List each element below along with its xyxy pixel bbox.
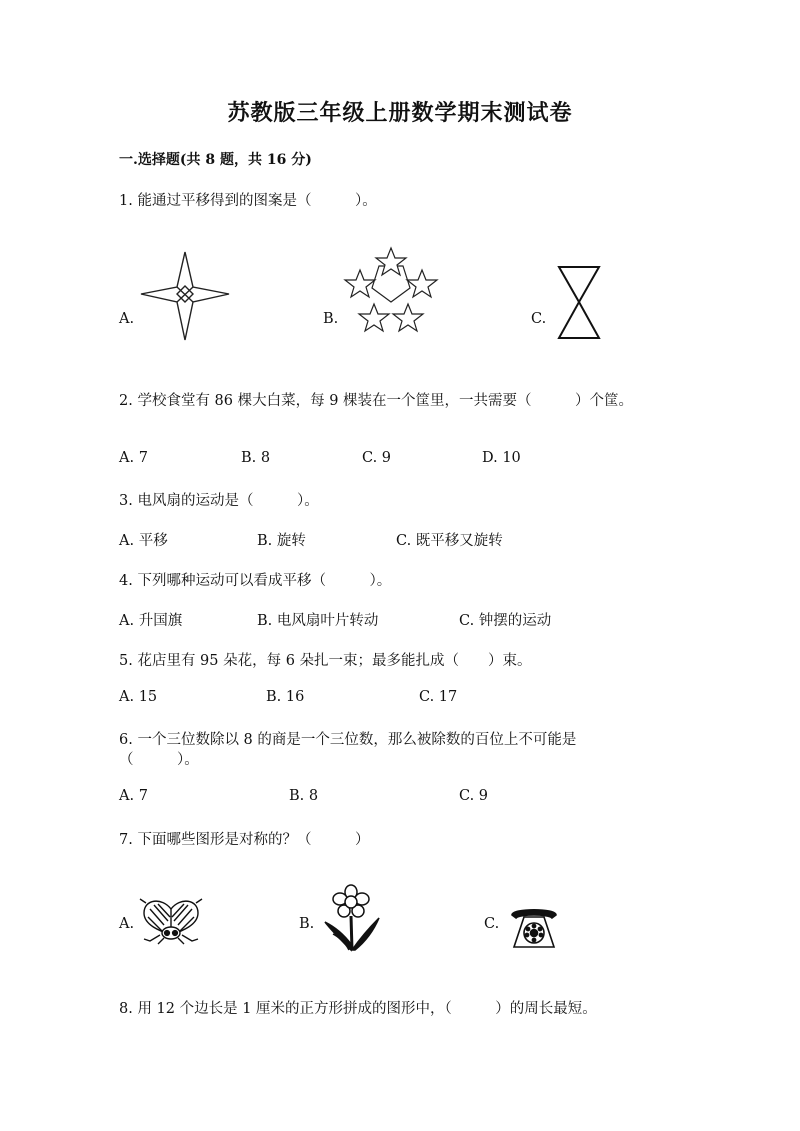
q1-option-c[interactable]: C. xyxy=(531,311,547,327)
question-5: 5. 花店里有 95 朵花，每 6 朵扎一束；最多能扎成（ ）束。 xyxy=(119,653,532,669)
q2-option-b[interactable]: B. 8 xyxy=(241,450,271,466)
hourglass-triangles-icon xyxy=(556,264,602,342)
q2-option-a[interactable]: A. 7 xyxy=(119,450,148,466)
five-stars-pentagon-icon xyxy=(342,246,440,340)
question-6: 6. 一个三位数除以 8 的商是一个三位数，那么被除数的百位上不可能是 xyxy=(119,732,577,748)
question-6-continued: （ ）。 xyxy=(119,752,199,768)
question-3: 3. 电风扇的运动是（ ）。 xyxy=(119,493,319,509)
q7-option-c[interactable]: C. xyxy=(484,916,500,932)
bug-icon xyxy=(138,895,204,945)
section-heading: 一.选择题(共 8 题，共 16 分) xyxy=(119,152,312,168)
q2-option-c[interactable]: C. 9 xyxy=(362,450,392,466)
q3-option-a[interactable]: A. 平移 xyxy=(119,533,168,549)
q6-option-b[interactable]: B. 8 xyxy=(289,788,319,804)
q3-option-c[interactable]: C. 既平移又旋转 xyxy=(396,533,503,549)
q6-option-a[interactable]: A. 7 xyxy=(119,788,148,804)
q1-option-a[interactable]: A. xyxy=(119,311,135,327)
q4-option-a[interactable]: A. 升国旗 xyxy=(119,613,183,629)
question-2: 2. 学校食堂有 86 棵大白菜，每 9 棵装在一个筐里，一共需要（ ）个筐。 xyxy=(119,393,634,409)
question-7: 7. 下面哪些图形是对称的？（ ） xyxy=(119,832,370,848)
q4-option-b[interactable]: B. 电风扇叶片转动 xyxy=(257,613,379,629)
q7-option-a[interactable]: A. xyxy=(119,916,135,932)
question-1: 1. 能通过平移得到的图案是（ ）。 xyxy=(119,193,377,209)
four-point-star-icon xyxy=(137,250,233,342)
q4-option-c[interactable]: C. 钟摆的运动 xyxy=(459,613,552,629)
q5-option-b[interactable]: B. 16 xyxy=(266,689,305,705)
q5-option-a[interactable]: A. 15 xyxy=(119,689,158,705)
question-8: 8. 用 12 个边长是 1 厘米的正方形拼成的图形中，（ ）的周长最短。 xyxy=(119,1001,597,1017)
q2-option-d[interactable]: D. 10 xyxy=(482,450,521,466)
telephone-icon xyxy=(508,905,560,949)
q7-option-b[interactable]: B. xyxy=(299,916,315,932)
page-title: 苏教版三年级上册数学期末测试卷 xyxy=(227,100,573,126)
q5-option-c[interactable]: C. 17 xyxy=(419,689,458,705)
q6-option-c[interactable]: C. 9 xyxy=(459,788,489,804)
flower-icon xyxy=(321,884,383,952)
q3-option-b[interactable]: B. 旋转 xyxy=(257,533,306,549)
question-4: 4. 下列哪种运动可以看成平移（ ）。 xyxy=(119,573,392,589)
q1-option-b[interactable]: B. xyxy=(323,311,339,327)
